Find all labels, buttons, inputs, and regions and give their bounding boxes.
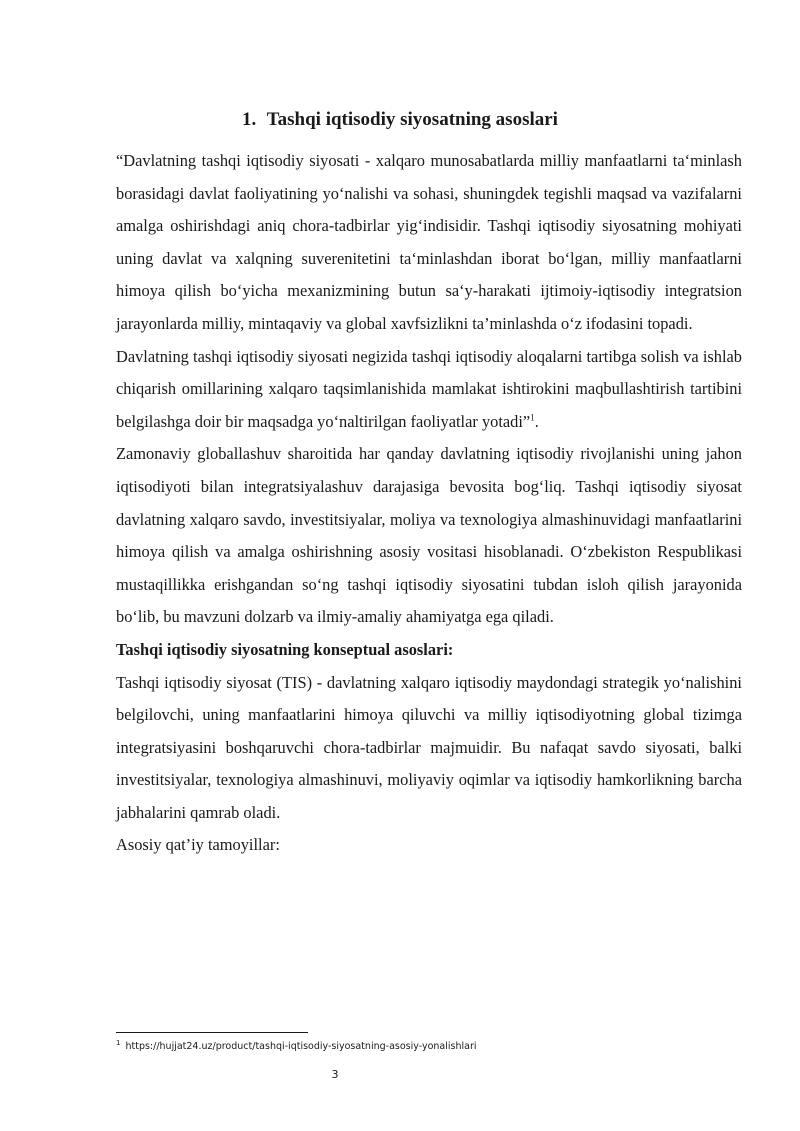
- paragraph-tis-definition: Tashqi iqtisodiy siyosat (TIS) - davlatning xalqaro iqtisodiy maydondagi strategik yo‘nalishini belgilovchi, uning manfaatlarini himoya qiluvchi va milliy iqtisodiyotning global tizimga integratsiyasini boshqaruvchi chora-tadbirlar majmuidir. Bu nafaqat savdo siyosati, balki investitsiyalar, texnologiya almashinuvi, moliyaviy oqimlar va iqtisodiy hamkorlikning barcha jabhalarini qamrab oladi.: [116, 672, 742, 822]
- footnote: [116, 1038, 477, 1052]
- footnote-link[interactable]: https://hujjat24.uz/product/tashqi-iqtisodiy-siyosatning-asosiy-yonalishlari: [125, 1041, 477, 1052]
- document-body: [116, 145, 742, 862]
- subheading-conceptual: Tashqi iqtisodiy siyosatning konseptual asoslari:: [116, 639, 454, 659]
- paragraph-foundation-text: Davlatning tashqi iqtisodiy siyosati negizida tashqi iqtisodiy aloqalarni tartibga solish va ishlab chiqarish omillarining xalqaro taqsimlanishida mamlakat ishtirokini maqbullashtirish tartibini belgilashga doir bir maqsadga yo‘naltirilgan faoliyatlar yotadi”: [116, 346, 742, 431]
- footnote-divider: [116, 1032, 308, 1033]
- paragraph-globalization: Zamonaviy globallashuv sharoitida har qanday davlatning iqtisodiy rivojlanishi uning jahon iqtisodiyoti bilan integratsiyalashuv darajasiga bevosita bog‘liq. Tashqi iqtisodiy siyosat davlatning xalqaro savdo, investitsiyalar, moliya va texnologiya almashinuvidagi manfaatlarini himoya qilish va amalga oshirishning asosiy vositasi hisoblanadi. O‘zbekiston Respublikasi mustaqillikka erishgandan so‘ng tashqi iqtisodiy siyosatini tubdan isloh qilish jarayonida bo‘lib, bu mavzuni dolzarb va ilmiy-amaliy ahamiyatga ega qiladi.: [116, 444, 742, 627]
- section-title: Tashqi iqtisodiy siyosatning asoslari: [266, 109, 558, 130]
- page-number: 3: [331, 1068, 339, 1081]
- paragraph-foundation: [116, 341, 742, 439]
- paragraph-definition: “Davlatning tashqi iqtisodiy siyosati - xalqaro munosabatlarda milliy manfaatlarni ta‘minlash borasidagi davlat faoliyatining yo‘nalishi va sohasi, shuningdek tegishli maqsad va vazifalarni amalga oshirishdagi aniq chora-tadbirlar yig‘indisidir. Tashqi iqtisodiy siyosatning mohiyati uning davlat va xalqning suverenitetini ta‘minlashdan iborat bo‘lgan, milliy manfaatlarni himoya qilish bo‘yicha mexanizmining butun sa‘y-harakati ijtimoiy-iqtisodiy integratsion jarayonlarda milliy, mintaqaviy va global xavfsizlikni ta’minlashda o‘z ifodasini topadi.: [116, 151, 742, 333]
- footnote-number: 1: [116, 1038, 121, 1047]
- footnote-reference[interactable]: 1: [530, 412, 535, 423]
- paragraph-principles-intro: Asosiy qat’iy tamoyillar:: [116, 835, 280, 855]
- paragraph-foundation-tail: .: [534, 411, 539, 431]
- section-number: 1.: [242, 109, 257, 130]
- section-heading: [0, 109, 800, 131]
